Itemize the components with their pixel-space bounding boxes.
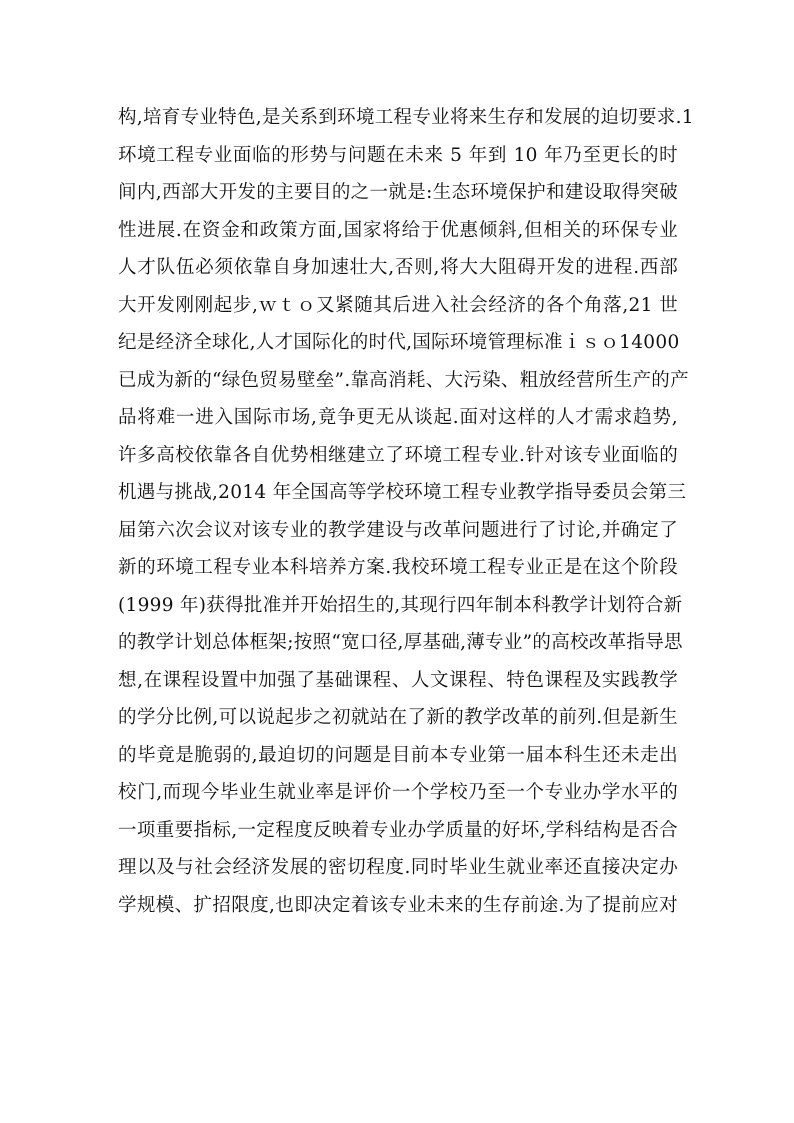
text-line: 校门,而现今毕业生就业率是评价一个学校乃至一个专业办学水平的	[118, 782, 678, 803]
text-line: 想,在课程设置中加强了基础课程、人文课程、特色课程及实践教学	[118, 669, 678, 691]
text-line: 大开发刚刚起步,ｗｔｏ又紧随其后进入社会经济的各个角落,21 世	[118, 294, 678, 316]
text-line: 的教学计划总体框架;按照“宽口径,厚基础,薄专业”的高校改革指导思	[118, 632, 683, 653]
text-line: (1999 年)获得批准并开始招生的,其现行四年制本科教学计划符合新	[118, 594, 683, 616]
text-line: 理以及与社会经济发展的密切程度.同时毕业生就业率还直接决定办	[118, 857, 678, 878]
text-line: 学规模、扩招限度,也即决定着该专业未来的生存前途.为了提前应对	[118, 894, 678, 916]
document-page	[118, 99, 694, 924]
text-line: 纪是经济全球化,人才国际化的时代,国际环境管理标准ｉｓｏ14000	[118, 332, 680, 353]
text-line: 届第六次会议对该专业的教学建设与改革问题进行了讨论,并确定了	[118, 519, 678, 541]
text-line: 许多高校依靠各自优势相继建立了环境工程专业.针对该专业面临的	[118, 444, 678, 466]
text-line: 构,培育专业特色,是关系到环境工程专业将来生存和发展的迫切要求.1	[118, 107, 694, 128]
text-line: 新的环境工程专业本科培养方案.我校环境工程专业正是在这个阶段	[118, 557, 678, 578]
text-line: 人才队伍必须依靠自身加速壮大,否则,将大大阻碍开发的进程.西部	[118, 257, 678, 278]
text-line: 的毕竟是脆弱的,最迫切的问题是目前本专业第一届本科生还未走出	[118, 744, 678, 766]
text-line: 已成为新的“绿色贸易壁垒”.靠高消耗、大污染、粗放经营所生产的产	[118, 369, 689, 391]
text-line: 性进展.在资金和政策方面,国家将给于优惠倾斜,但相关的环保专业	[118, 219, 678, 241]
text-line: 间内,西部大开发的主要目的之一就是:生态环境保护和建设取得突破	[118, 182, 678, 203]
text-line: 品将难一进入国际市场,竟争更无从谈起.面对这样的人才需求趋势,	[118, 407, 678, 428]
text-line: 一项重要指标,一定程度反映着专业办学质量的好坏,学科结构是否合	[118, 819, 678, 841]
text-line: 环境工程专业面临的形势与问题在未来 5 年到 10 年乃至更长的时	[118, 144, 678, 166]
text-line: 的学分比例,可以说起步之初就站在了新的教学改革的前列.但是新生	[118, 707, 678, 728]
text-line: 机遇与挑战,2014 年全国高等学校环境工程专业教学指导委员会第三	[118, 482, 687, 503]
